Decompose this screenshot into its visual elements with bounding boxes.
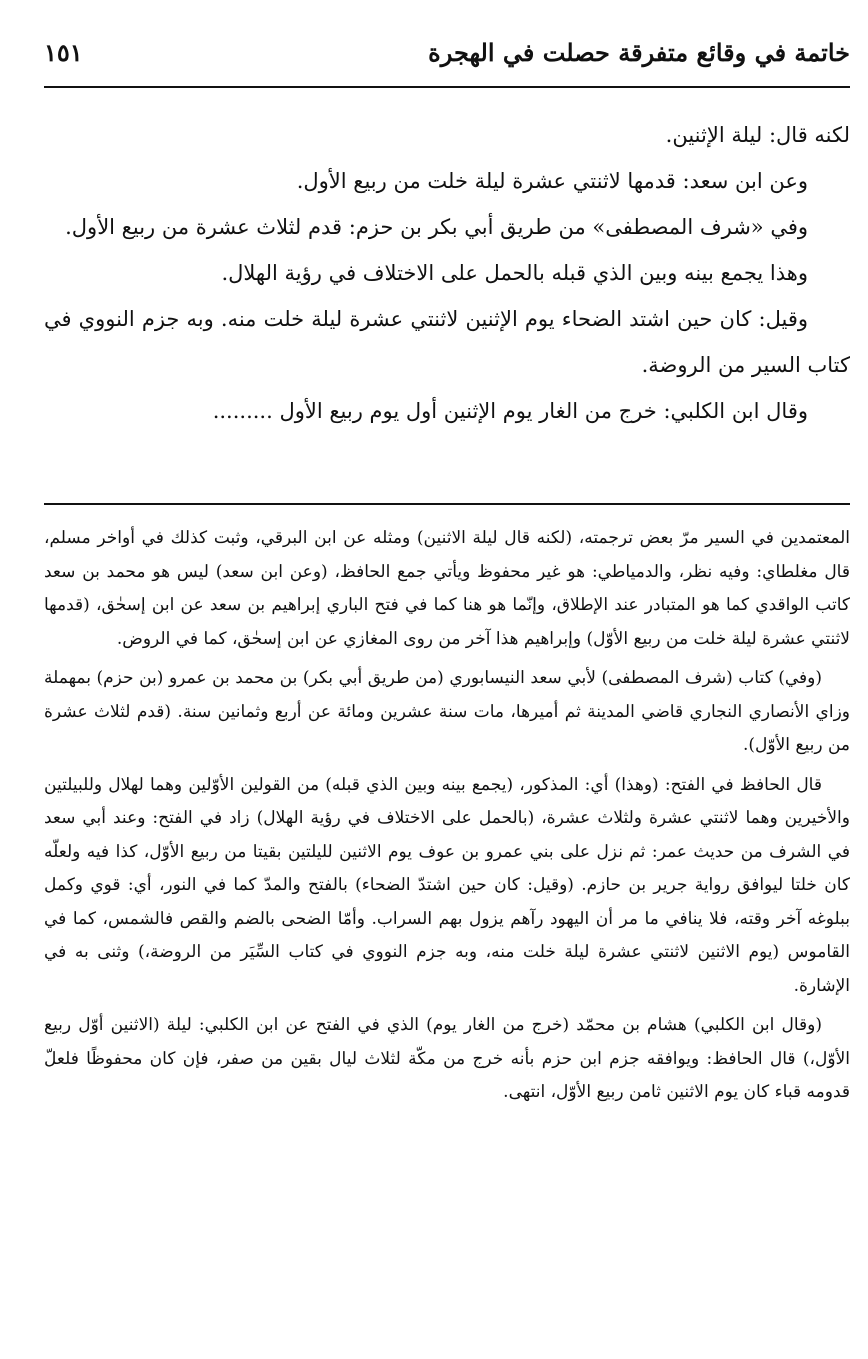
main-paragraph: وقيل: كان حين اشتد الضحاء يوم الإثنين لاثنتي عشرة ليلة خلت منه. وبه جزم النووي في كتاب السير من الروضة. (44, 307, 850, 377)
commentary-paragraph: (وفي) كتاب (شرف المصطفى) لأبي سعد النيسابوري (من طريق أبي بكر) بن محمد بن عمرو (بن حزم) بمهملة وزاي الأنصاري النجاري قاضي المدينة ثم أميرها، مات سنة عشرين ومائة عن أربع وثمانين سنة. (قدم لثلاث عشرة من ربيع الأوّل). (44, 668, 850, 755)
page-number: ١٥١ (44, 38, 83, 67)
page-header (44, 34, 850, 86)
header-rule (44, 86, 850, 88)
commentary-paragraph: (وقال ابن الكلبي) هشام بن محمّد (خرج من الغار يوم) الذي في الفتح عن ابن الكلبي: ليلة (الاثنين أوّل ربيع الأوّل،) قال الحافظ: ويوافقه جزم ابن حزم بأنه خرج من مكّة لثلاث ليال بقين من صفر، فإن كان محفوظًا فلعلّ قدومه قباء كان يوم الاثنين ثامن ربيع الأوّل، انتهى. (44, 1015, 850, 1102)
main-paragraph: لكنه قال: ليلة الإثنين. (665, 123, 850, 147)
main-paragraph: وفي «شرف المصطفى» من طريق أبي بكر بن حزم: قدم لثلاث عشرة من ربيع الأول. (65, 215, 808, 239)
main-text (44, 112, 850, 434)
main-paragraph: وهذا يجمع بينه وبين الذي قبله بالحمل على الاختلاف في رؤية الهلال. (221, 261, 808, 285)
commentary-paragraph: المعتمدين في السير مرّ بعض ترجمته، (لكنه قال ليلة الاثنين) ومثله عن ابن البرقي، وثبت كذلك في أواخر مسلم، قال مغلطاي: وفيه نظر، والدمياطي: هو غير محفوظ ويأتي جمع الحافظ، (وعن ابن سعد) ليس هو محمد بن سعد كاتب الواقدي كما هو المتبادر عند الإطلاق، وإنّما هو هنا كما في فتح الباري إبراهيم بن سعد عن ابن إسحٰق، (قدمها لاثنتي عشرة ليلة خلت من ربيع الأوّل) وإبراهيم هذا آخر من روى المغازي عن ابن إسحٰق، كما في الروض. (44, 528, 850, 649)
commentary-paragraph: قال الحافظ في الفتح: (وهذا) أي: المذكور، (يجمع بينه وبين الذي قبله) من القولين الأوّلين وهما لهلال وللبيلتين والأخيرين وهما لاثنتي عشرة ولثلاث عشرة، (بالحمل على الاختلاف في رؤية الهلال) زاد في الفتح: وعند أبي سعد في الشرف من حديث عمر: ثم نزل على بني عمرو بن عوف يوم الاثنين لليلتين بقيتا من ربيع الأوّل، كذا فيه ولعلّه كان خلتا ليوافق رواية جرير بن حازم. (وقيل: كان حين اشتدّ الضحاء) بالفتح والمدّ كما في النور، أي: قوي وكمل ببلوغه آخر وقته، فلا ينافي ما مر أن اليهود رآهم يزول بهم السراب. وأمّا الضحى بالضم والقص فالشمس، كما في القاموس (يوم الاثنين لاثنتي عشرة ليلة خلت منه، وبه جزم النووي في كتاب السِّيَر من الروضة،) وثنى به في الإشارة. (44, 774, 850, 996)
footnote-separator (44, 503, 850, 505)
main-paragraph: وقال ابن الكلبي: خرج من الغار يوم الإثنين أول يوم ربيع الأول ......... (212, 399, 808, 423)
running-title: خاتمة في وقائع متفرقة حصلت في الهجرة (428, 38, 850, 67)
commentary-text (44, 522, 850, 1110)
main-paragraph: وعن ابن سعد: قدمها لاثنتي عشرة ليلة خلت من ربيع الأول. (296, 169, 808, 193)
